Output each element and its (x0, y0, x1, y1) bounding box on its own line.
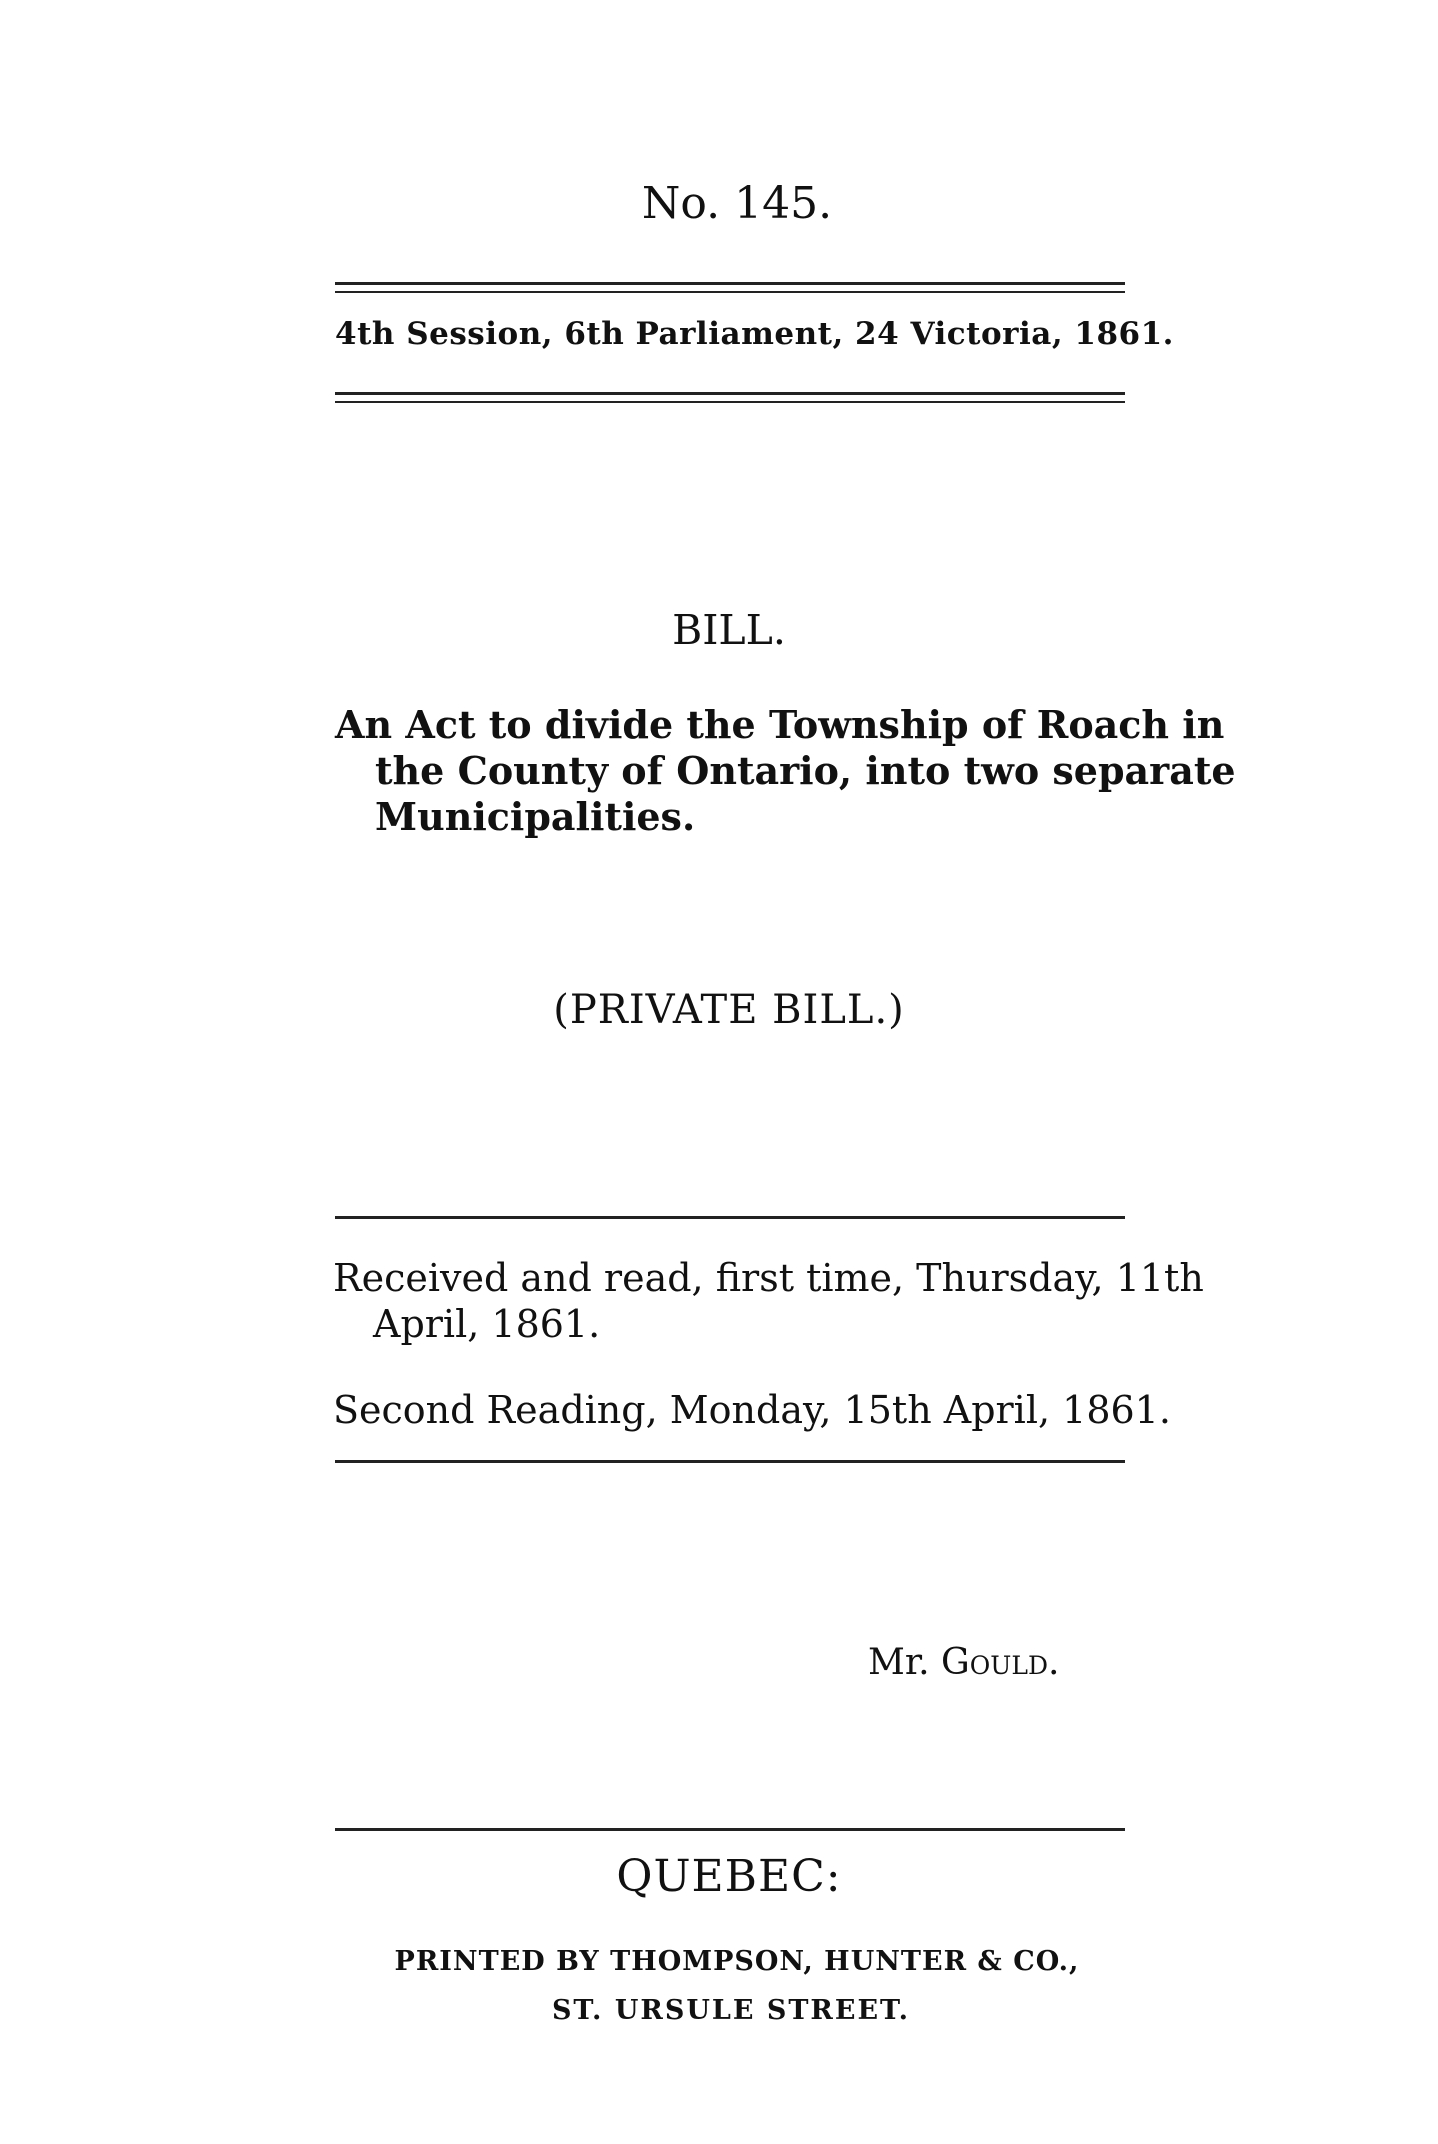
first-reading-line-2: April, 1861. (373, 1302, 601, 1346)
imprint-printer: PRINTED BY THOMPSON, HUNTER & CO., (394, 1946, 1080, 1977)
session-line: 4th Session, 6th Parliament, 24 Victoria, 1861. (335, 316, 1174, 352)
act-title-line-3: Municipalities. (375, 794, 696, 839)
act-title-line-1: An Act to divide the Township of Roach in (335, 702, 1225, 747)
imprint-rule (335, 1828, 1125, 1831)
top-double-rule (335, 282, 1125, 293)
sponsor (868, 1642, 1059, 1683)
act-title-line-2: the County of Ontario, into two separate (375, 748, 1236, 793)
sponsor-prefix: Mr. (868, 1642, 930, 1683)
bill-number: No. 145. (641, 178, 833, 229)
bill-heading: BILL. (672, 606, 786, 654)
imprint-place: QUEBEC: (616, 1851, 842, 1902)
second-reading: Second Reading, Monday, 15th April, 1861. (333, 1388, 1171, 1432)
sponsor-name: Gould. (941, 1642, 1060, 1683)
readings-bottom-rule (335, 1460, 1125, 1463)
private-bill-label: (PRIVATE BILL.) (553, 987, 905, 1033)
first-reading-line-1: Received and read, first time, Thursday, 11th (333, 1256, 1204, 1300)
act-title (335, 702, 1236, 840)
session-double-rule (335, 392, 1125, 403)
first-reading (333, 1255, 1204, 1347)
readings-top-rule (335, 1216, 1125, 1219)
imprint-street: ST. URSULE STREET. (551, 1995, 911, 2026)
